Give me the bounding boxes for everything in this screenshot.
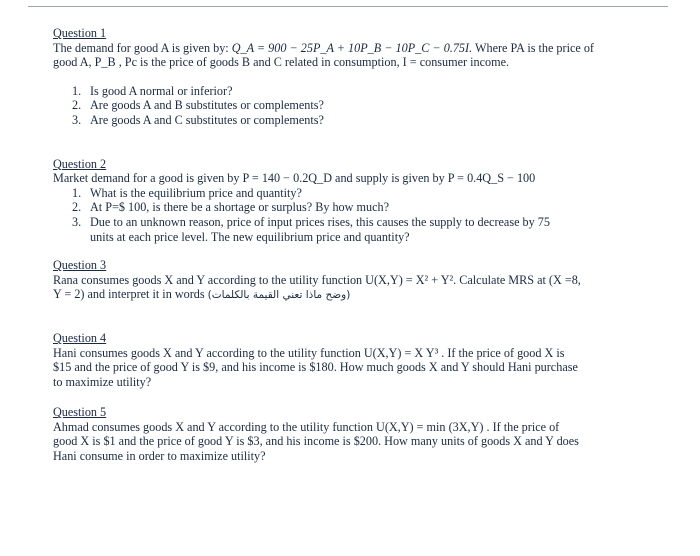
- list-item: [72, 215, 673, 230]
- item-text: What is the equilibrium price and quantity?: [90, 185, 302, 200]
- item-number: 3.: [72, 112, 82, 127]
- list-item: [72, 186, 673, 201]
- question-3-title: Question 3: [53, 258, 107, 273]
- question-3-line-1: Rana consumes goods X and Y according to the utility function U(X,Y) = X² + Y². Calculate MRS at (X =8,: [53, 272, 581, 287]
- question-2: [53, 157, 673, 245]
- question-4-line-3: to maximize utility?: [53, 374, 152, 389]
- document-body: [53, 26, 673, 464]
- question-5-title: Question 5: [53, 405, 107, 420]
- item-text: Due to an unknown reason, price of input prices rises, this causes the supply to decrease by 75: [90, 214, 550, 229]
- question-4-title: Question 4: [53, 330, 107, 345]
- item-number: 1.: [72, 185, 82, 200]
- demand-equation: Q_A = 900 − 25P_A + 10P_B − 10P_C − 0.75I.: [231, 40, 473, 55]
- item-number: 1.: [72, 83, 82, 98]
- question-3-text: Y = 2) and interpret it in words: [53, 287, 208, 302]
- question-1-line-1: [53, 41, 673, 56]
- question-4-line-2: $15 and the price of good Y is $9, and his income is $180. How much goods X and Y should Hani purchase: [53, 360, 578, 375]
- item-number: 3.: [72, 214, 82, 229]
- question-3-line-2: [53, 287, 673, 303]
- item-text: Is good A normal or inferior?: [90, 83, 233, 98]
- question-2-list: [53, 186, 673, 244]
- item-number: 2.: [72, 98, 82, 113]
- question-5-line-1: Ahmad consumes goods X and Y according to the utility function U(X,Y) = min (3X,Y) . If the price of: [53, 419, 560, 434]
- item-text: units at each price level. The new equilibrium price and quantity?: [90, 229, 410, 244]
- question-5-line-3: Hani consume in order to maximize utility?: [53, 449, 266, 464]
- question-1-title: Question 1: [53, 26, 107, 40]
- question-1-list: [53, 84, 673, 128]
- question-4: [53, 331, 673, 389]
- list-item: [72, 113, 673, 128]
- question-4-line-1: Hani consumes goods X and Y according to the utility function U(X,Y) = X Y³ . If the price of good X is: [53, 345, 565, 360]
- list-item: [72, 84, 673, 99]
- question-2-line-1: Market demand for a good is given by P = 140 − 0.2Q_D and supply is given by P = 0.4Q_S − 100: [53, 171, 536, 186]
- question-1-line-2: good A, P_B , Pc is the price of goods B and C related in consumption, I = consumer income.: [53, 55, 510, 70]
- question-1-text: The demand for good A is given by:: [53, 40, 232, 55]
- question-2-title: Question 2: [53, 156, 107, 171]
- item-text: Are goods A and C substitutes or complements?: [90, 112, 324, 127]
- item-text: Are goods A and B substitutes or complements?: [90, 98, 324, 113]
- item-number: 2.: [72, 200, 82, 215]
- question-1: [53, 26, 673, 128]
- list-item: [72, 200, 673, 215]
- question-5-line-2: good X is $1 and the price of good Y is $3, and his income is $200. How many units of goods X and Y does: [53, 434, 579, 449]
- arabic-note: (وضح ماذا تعني القيمة بالكلمات): [207, 289, 351, 302]
- question-5: [53, 405, 673, 463]
- question-1-text-post: Where PA is the price of: [472, 40, 594, 55]
- list-item: [72, 98, 673, 113]
- list-item-continuation: [72, 230, 673, 245]
- item-text: At P=$ 100, is there be a shortage or surplus? By how much?: [90, 200, 389, 215]
- top-rule: [28, 6, 668, 7]
- question-3: [53, 258, 673, 303]
